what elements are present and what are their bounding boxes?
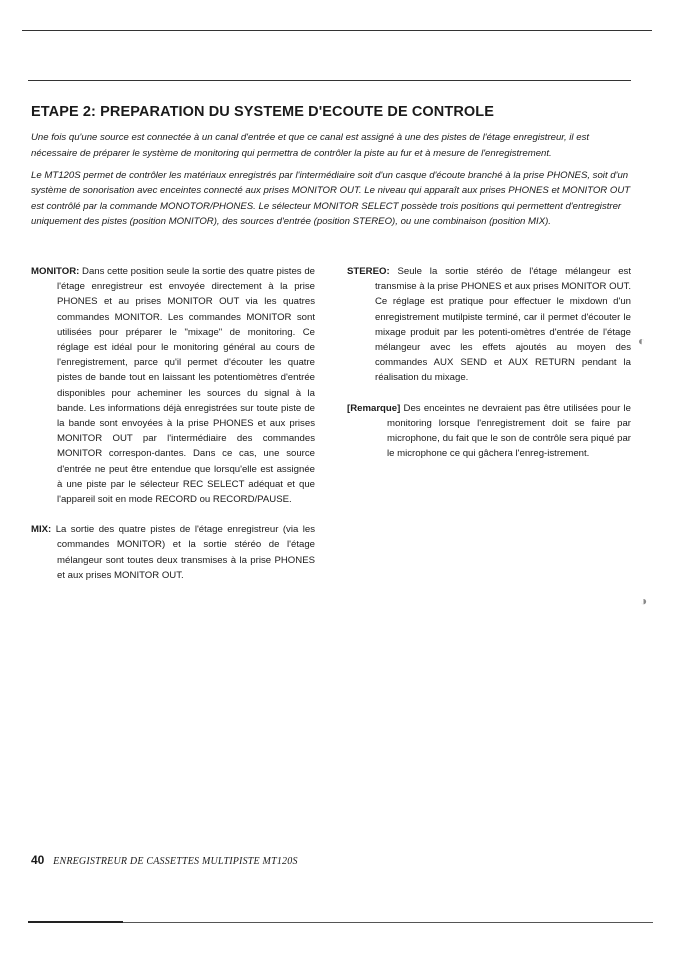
page-footer	[31, 853, 298, 867]
left-column	[31, 264, 315, 598]
remark-term: [Remarque]	[347, 402, 401, 414]
intro-paragraph-1: Une fois qu'une source est connectée à un canal d'entrée et que ce canal est assigné à une des pistes de l'étage enregistreur, il est nécessaire de préparer le système de monitoring qui permettra de contrôler la piste au fur et à mesure de l'enregistrement.	[31, 132, 590, 159]
right-column	[347, 264, 631, 476]
remark-text: Des enceintes ne devraient pas être utilisées pour le monitoring lorsque l'enregistrement doit se faire par microphone, du fait que le son de contrôle sera piqué par le microphone ce qui gâchera l'enreg-istrement.	[387, 402, 631, 460]
mix-text: La sortie des quatre pistes de l'étage enregistreur (via les commandes MONITOR) et la sortie stéréo de l'étage mélangeur sont toutes deux transmises à la prise PHONES et aux prises MONITOR OUT.	[55, 524, 315, 581]
header-rule	[28, 80, 631, 81]
stereo-entry	[347, 264, 631, 386]
footer-title: ENREGISTREUR DE CASSETTES MULTIPISTE MT120S	[53, 856, 298, 867]
monitor-text: Dans cette position seule la sortie des quatre pistes de l'étage enregistreur est envoyée directement à la prise PHONES et au prises MONITOR OUT via les quatres commandes MONITOR. Les commandes MONITOR sont utilisées pour préparer le "mixage" de monitoring. Ce réglage est idéal pour le monitoring général au cours de l'enregistrement, parce qu'il permet d'écouter les quatre pistes de bande tout en laissant les potentiomètres d'entrée disponibles pour acheminer les sources du signal à la bande. Les informations déjà enregistrées sur toute piste de la bande sont envoyées à la prise PHONES et aux prises MONITOR OUT par l'intermédiaire des commandes MONITOR correspon-dantes. Dans ce cas, une source d'entrée ne peut être entendue que lorsqu'elle est assignée à une piste par le sélecteur REC SELECT adéquat et que l'appareil soit en mode RECORD ou RECORD/PAUSE.	[57, 266, 315, 506]
top-rule	[22, 30, 652, 31]
mix-entry	[31, 522, 315, 583]
mix-term: MIX:	[31, 524, 52, 536]
stereo-text: Seule la sortie stéréo de l'étage mélangeur est transmise à la prise PHONES et aux prises MONITOR OUT. Ce réglage est pratique pour effectuer le mixdown d'un enregistrement mutilpiste terminé, car il permet d'écouter le mixage produit par les potenti-omètres d'entrée de l'étage mélangeur avec les effets ajoutés au moyen des commandes AUX SEND et AUX RETURN pendant la réalisation du mixage.	[375, 266, 631, 384]
monitor-term: MONITOR:	[31, 266, 80, 277]
bottom-rule-accent	[28, 921, 123, 923]
scan-artifact-icon: ◐	[638, 334, 646, 348]
page-number: 40	[31, 853, 45, 867]
intro-paragraph-2: Le MT120S permet de contrôler les matériaux enregistrés par l'intermédiaire soit d'un casque d'écoute branché à la prise PHONES, soit d'un système de sonorisation avec enceintes connecté aux prises MONITOR OUT. Le niveau qui apparaît aux prises PHONES et MONITOR OUT est contrôlé par la commande MONOTOR/PHONES. Le sélecteur MONITOR SELECT possède trois positions qui permettent d'entregistrer uniquement des pistes (position MONITOR), des sources d'entrée (position STEREO), ou une combinaison (position MIX).	[31, 170, 631, 227]
scan-artifact-icon: ◑	[640, 594, 648, 608]
monitor-entry	[31, 264, 315, 507]
remark-entry	[347, 401, 631, 462]
stereo-term: STEREO:	[347, 266, 390, 277]
section-heading: ETAPE 2: PREPARATION DU SYSTEME D'ECOUTE DE CONTROLE	[31, 104, 495, 120]
